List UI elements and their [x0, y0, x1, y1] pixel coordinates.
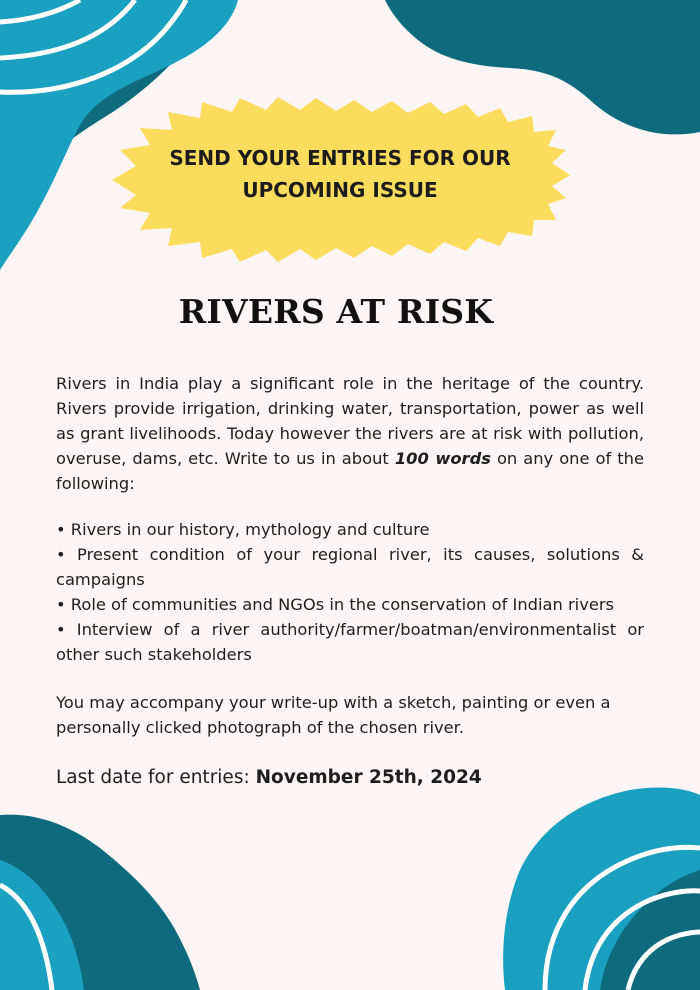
accompany-paragraph: You may accompany your write-up with a sketch, painting or even a personally clicked photograph of the chosen river.	[56, 693, 611, 737]
banner-line-1: SEND YOUR ENTRIES FOR OUR	[169, 146, 511, 170]
deadline-label: Last date for entries:	[56, 767, 256, 788]
word-limit-emphasis: 100 words	[394, 449, 491, 468]
topic-list-item: • Present condition of your regional river, its causes, solutions & campaigns	[56, 545, 644, 589]
deadline-date: November 25th, 2024	[255, 767, 482, 788]
banner-line-2: UPCOMING ISSUE	[242, 178, 438, 202]
intro-text-before: Rivers in India play a significant role in the heritage of the country. Rivers provide irrigation, drinking water, transportation, power as well as grant livelihoods. Today however the rivers are at risk with pollution, overuse, dams, etc. Write to us in about	[56, 374, 644, 468]
deadline-line	[56, 764, 656, 792]
topic-list-item: • Rivers in our history, mythology and culture	[56, 520, 430, 539]
topic-list-item: • Role of communities and NGOs in the conservation of Indian rivers	[56, 595, 615, 614]
topic-list	[56, 517, 644, 667]
call-for-entries-banner	[120, 142, 560, 206]
topic-list-item: • Interview of a river authority/farmer/boatman/environmentalist or other such stakeholders	[56, 620, 644, 664]
intro-text-after: on any one of the following:	[56, 449, 644, 493]
intro-paragraph	[56, 371, 644, 496]
poster-title: RIVERS AT RISK	[178, 292, 494, 331]
